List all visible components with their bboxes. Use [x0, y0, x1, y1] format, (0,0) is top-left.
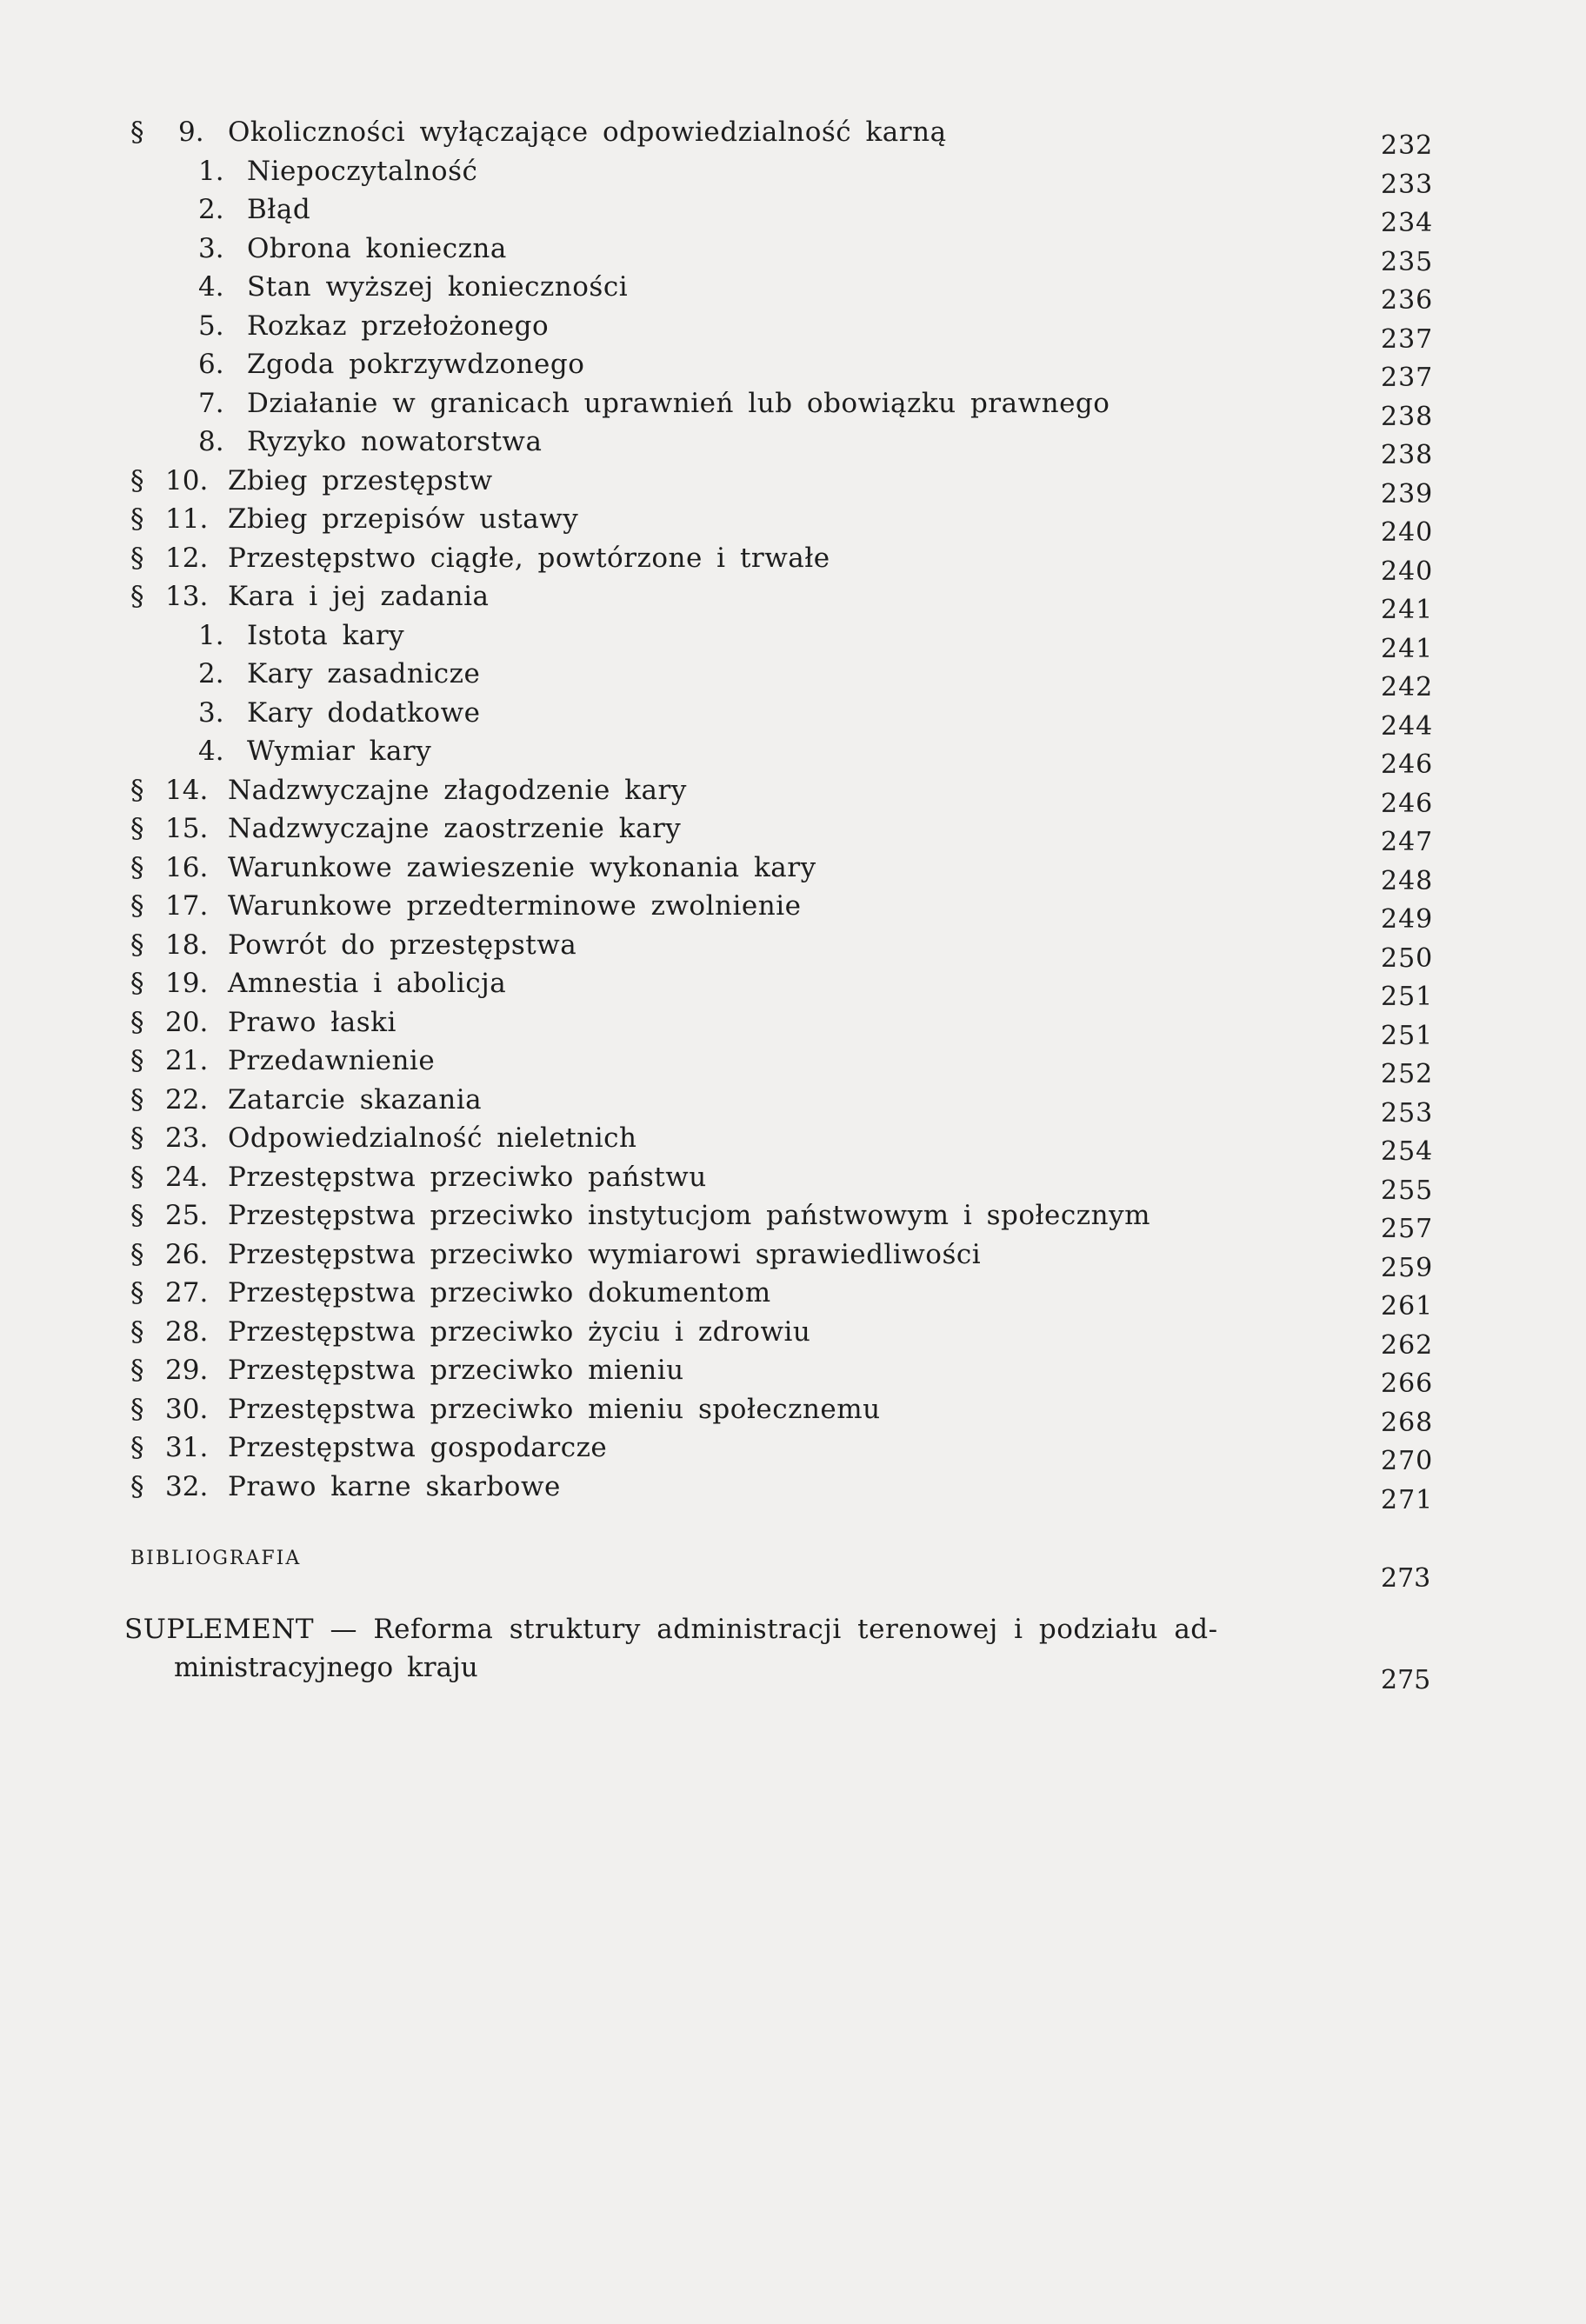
dot-leader [409, 1003, 1348, 1042]
entry-title: Przestępstwo ciągłe, powtórzone i trwałe [228, 542, 830, 574]
page-number: 238 [1381, 440, 1434, 470]
page-number: 247 [1381, 827, 1434, 857]
dot-leader [416, 616, 1348, 655]
entry-title: Warunkowe przedterminowe zwolnienie [228, 890, 802, 922]
entry-number: 8. [198, 426, 224, 457]
page-number: 236 [1381, 285, 1434, 316]
toc-entry [0, 1081, 1586, 1129]
entry-title: Przestępstwa przeciwko dokumentom [228, 1277, 771, 1308]
dot-leader [649, 1119, 1348, 1157]
toc-entry [0, 964, 1586, 1012]
page-number: 268 [1381, 1407, 1434, 1438]
toc-entry [0, 1158, 1586, 1206]
entry-title: Nadzwyczajne zaostrzenie kary [228, 813, 682, 844]
supplement-page: 275 [1381, 1665, 1431, 1695]
page-number: 246 [1381, 749, 1434, 780]
entry-number: 17. [165, 890, 209, 922]
entry-number: 31. [165, 1432, 209, 1463]
entry-title: Prawo karne skarbowe [228, 1470, 561, 1502]
entry-number: 24. [165, 1161, 209, 1193]
toc-entry [0, 809, 1586, 857]
section-sign: § [130, 1006, 144, 1038]
entry-title: Amnestia i abolicja [228, 968, 507, 999]
entry-title: Przestępstwa przeciwko instytucjom państwowym i społecznym [228, 1200, 1150, 1231]
dot-leader [519, 230, 1348, 268]
dot-leader [619, 1428, 1348, 1467]
dot-leader [490, 152, 1348, 190]
dot-leader [640, 268, 1348, 306]
page-number: 257 [1381, 1214, 1434, 1244]
entry-title: Zgoda pokrzywdzonego [247, 349, 585, 380]
section-sign: § [130, 1161, 144, 1193]
dot-leader [843, 539, 1348, 577]
page-number: 253 [1381, 1097, 1434, 1129]
entry-number: 23. [165, 1122, 209, 1154]
entry-title: Działanie w granicach uprawnień lub obowiązku prawnego [247, 387, 1110, 419]
page-number: 241 [1381, 633, 1434, 664]
section-sign: § [130, 1470, 144, 1502]
page-number: 238 [1381, 401, 1434, 432]
dot-leader [494, 1081, 1348, 1119]
entry-title: Przestępstwa przeciwko mieniu społecznemu [228, 1393, 881, 1425]
entry-title: Prawo łaski [228, 1006, 396, 1038]
entry-number: 4. [198, 736, 224, 767]
page-number: 235 [1381, 246, 1434, 277]
page-number: 255 [1381, 1175, 1434, 1206]
page-number: 261 [1381, 1291, 1434, 1322]
entry-title: Powrót do przestępstwa [228, 929, 577, 961]
entry-title: Błąd [247, 194, 311, 225]
entry-number: 5. [198, 310, 224, 342]
page-number: 233 [1381, 169, 1434, 200]
page-number: 240 [1381, 517, 1434, 548]
entry-title: Kary dodatkowe [247, 696, 481, 729]
dot-leader [993, 1235, 1348, 1274]
dot-leader [589, 926, 1348, 964]
entry-number: 1. [198, 619, 224, 651]
dot-leader [1163, 1196, 1348, 1235]
entry-number: 12. [165, 542, 209, 574]
page-number: 266 [1381, 1368, 1434, 1399]
supplement-title-line2: ministracyjnego kraju [174, 1652, 478, 1683]
dot-leader [893, 1390, 1348, 1428]
toc-entry [0, 307, 1586, 355]
dot-leader [699, 771, 1348, 809]
toc-entry [0, 462, 1586, 509]
page-number: 250 [1381, 942, 1434, 974]
bibliography-title: BIBLIOGRAFIA [130, 1548, 302, 1569]
entry-title: Zbieg przepisów ustawy [228, 503, 579, 535]
page-number: 248 [1381, 865, 1434, 896]
page-number: 254 [1381, 1136, 1434, 1167]
toc-entry [0, 849, 1586, 896]
entry-number: 13. [165, 581, 209, 612]
toc-entry [0, 113, 1586, 161]
page-number: 237 [1381, 363, 1434, 393]
dot-leader [693, 809, 1348, 848]
supplement-title-line1: SUPLEMENT — Reforma struktury administracji terenowej i podziału ad- [124, 1614, 1218, 1645]
section-sign: § [130, 968, 144, 999]
entry-number: 3. [198, 232, 224, 264]
page-number: 252 [1381, 1059, 1434, 1089]
toc-entry [0, 152, 1586, 200]
section-sign: § [130, 1432, 144, 1463]
toc-entry [0, 345, 1586, 393]
toc-entry [0, 1468, 1586, 1515]
dot-leader [447, 1042, 1348, 1080]
toc-entry [0, 539, 1586, 587]
entry-number: 15. [165, 813, 209, 844]
toc-entry [0, 1313, 1586, 1361]
page-number: 262 [1381, 1329, 1434, 1361]
dot-leader [443, 732, 1348, 770]
entry-title: Okoliczności wyłączające odpowiedzialność karną [228, 117, 947, 148]
entry-number: 22. [165, 1083, 209, 1115]
page-number: 246 [1381, 788, 1434, 819]
section-sign: § [130, 542, 144, 574]
toc-entry [0, 887, 1586, 935]
toc-entry [0, 732, 1586, 780]
dot-leader [573, 1468, 1348, 1506]
entry-title: Wymiar kary [247, 736, 432, 767]
dot-leader [783, 1274, 1348, 1312]
section-sign: § [130, 813, 144, 844]
entry-number: 30. [165, 1393, 209, 1425]
entry-number: 14. [165, 774, 209, 806]
toc-entry [0, 423, 1586, 470]
toc-entry [0, 655, 1586, 703]
section-sign: § [130, 1045, 144, 1076]
page-number: 237 [1381, 323, 1434, 355]
entry-title: Istota kary [247, 619, 405, 651]
toc-entry [0, 771, 1586, 819]
entry-title: Kary zasadnicze [247, 658, 481, 689]
toc-entry [0, 1003, 1586, 1051]
dot-leader [492, 694, 1348, 732]
entry-number: 21. [165, 1045, 209, 1076]
section-sign: § [130, 890, 144, 922]
entry-number: 27. [165, 1277, 209, 1308]
entry-number: 7. [198, 387, 224, 419]
entry-title: Warunkowe zawieszenie wykonania kary [228, 851, 816, 883]
dot-leader [829, 849, 1348, 887]
page-number: 271 [1381, 1484, 1434, 1515]
section-sign: § [130, 1122, 144, 1154]
entry-number: 1. [198, 155, 224, 187]
section-sign: § [130, 1315, 144, 1348]
entry-title: Stan wyższej konieczności [247, 271, 629, 303]
entry-number: 29. [165, 1355, 209, 1386]
section-sign: § [130, 851, 144, 883]
page-number: 259 [1381, 1252, 1434, 1283]
section-sign: § [130, 1355, 144, 1386]
section-sign: § [130, 581, 144, 612]
page-number: 270 [1381, 1446, 1434, 1476]
toc-entry [0, 1196, 1586, 1244]
entry-title: Rozkaz przełożonego [247, 310, 550, 342]
toc-entry [0, 1235, 1586, 1283]
entry-title: Przestępstwa przeciwko życiu i zdrowiu [228, 1315, 811, 1348]
toc-entry [0, 926, 1586, 974]
page-number: 234 [1381, 208, 1434, 238]
toc-entry [0, 1119, 1586, 1167]
entry-title: Odpowiedzialność nieletnich [228, 1122, 637, 1154]
toc-entry [0, 577, 1586, 625]
entry-title: Zatarcie skazania [228, 1083, 483, 1115]
dot-leader [813, 887, 1348, 925]
dot-leader [596, 345, 1348, 383]
dot-leader [505, 462, 1348, 500]
dot-leader [1122, 384, 1348, 423]
entry-number: 28. [165, 1315, 209, 1348]
entry-number: 10. [165, 464, 209, 496]
entry-number: 2. [198, 194, 224, 225]
toc-entry [0, 190, 1586, 238]
page-number: 251 [1381, 1020, 1434, 1051]
section-sign: § [130, 1393, 144, 1425]
entry-title: Przestępstwa przeciwko państwu [228, 1161, 707, 1193]
dot-leader [719, 1158, 1348, 1196]
section-sign: § [130, 1200, 144, 1231]
dot-leader [518, 964, 1348, 1002]
toc-entry [0, 1274, 1586, 1322]
page-number: 240 [1381, 556, 1434, 587]
dot-leader [590, 500, 1348, 538]
section-sign: § [130, 464, 144, 496]
entry-title: Nadzwyczajne złagodzenie kary [228, 774, 687, 806]
section-sign: § [130, 774, 144, 806]
entry-number: 19. [165, 968, 209, 999]
toc-entry [0, 1390, 1586, 1438]
entry-number: 26. [165, 1238, 209, 1270]
page-number: 239 [1381, 478, 1434, 509]
page-number: 251 [1381, 982, 1434, 1012]
page-number: 249 [1381, 904, 1434, 935]
toc-entry [0, 268, 1586, 316]
entry-number: 32. [165, 1470, 209, 1502]
dot-leader [959, 113, 1348, 151]
page-number: 244 [1381, 710, 1434, 742]
dot-leader [696, 1351, 1348, 1389]
toc-entry [0, 694, 1586, 742]
toc-entry [0, 616, 1586, 664]
page-number: 232 [1381, 130, 1434, 161]
page-number: 242 [1381, 672, 1434, 703]
entry-number: 9. [178, 117, 204, 148]
dot-leader [823, 1313, 1348, 1351]
bibliography-page: 273 [1381, 1563, 1431, 1594]
section-sign: § [130, 117, 144, 148]
dot-leader [539, 1652, 1348, 1690]
section-sign: § [130, 503, 144, 535]
dot-leader [502, 577, 1348, 616]
entry-number: 25. [165, 1200, 209, 1231]
dot-leader [561, 307, 1348, 345]
entry-title: Obrona konieczna [247, 232, 507, 264]
section-sign: § [130, 1238, 144, 1270]
section-sign: § [130, 929, 144, 961]
entry-title: Niepoczytalność [247, 155, 478, 187]
toc-entry [0, 384, 1586, 432]
entry-number: 2. [198, 658, 224, 689]
section-sign: § [130, 1277, 144, 1308]
entry-title: Przedawnienie [228, 1045, 436, 1076]
dot-leader [554, 423, 1348, 461]
section-sign: § [130, 1083, 144, 1115]
entry-title: Przestępstwa gospodarcze [228, 1432, 608, 1463]
entry-title: Zbieg przestępstw [228, 464, 493, 496]
entry-title: Kara i jej zadania [228, 581, 490, 612]
toc-entry [0, 1351, 1586, 1399]
entry-number: 4. [198, 271, 224, 303]
dot-leader [323, 190, 1348, 229]
dot-leader [492, 655, 1348, 693]
page-number: 241 [1381, 595, 1434, 625]
entry-number: 3. [198, 696, 224, 729]
entry-title: Przestępstwa przeciwko mieniu [228, 1355, 684, 1386]
entry-number: 6. [198, 349, 224, 380]
entry-title: Przestępstwa przeciwko wymiarowi sprawiedliwości [228, 1238, 982, 1270]
entry-number: 16. [165, 851, 209, 883]
entry-number: 11. [165, 503, 209, 535]
toc-entry [0, 1042, 1586, 1089]
toc-entry [0, 500, 1586, 548]
entry-number: 18. [165, 929, 209, 961]
toc-entry [0, 1428, 1586, 1476]
entry-title: Ryzyko nowatorstwa [247, 426, 543, 457]
entry-number: 20. [165, 1006, 209, 1038]
toc-entry [0, 230, 1586, 277]
